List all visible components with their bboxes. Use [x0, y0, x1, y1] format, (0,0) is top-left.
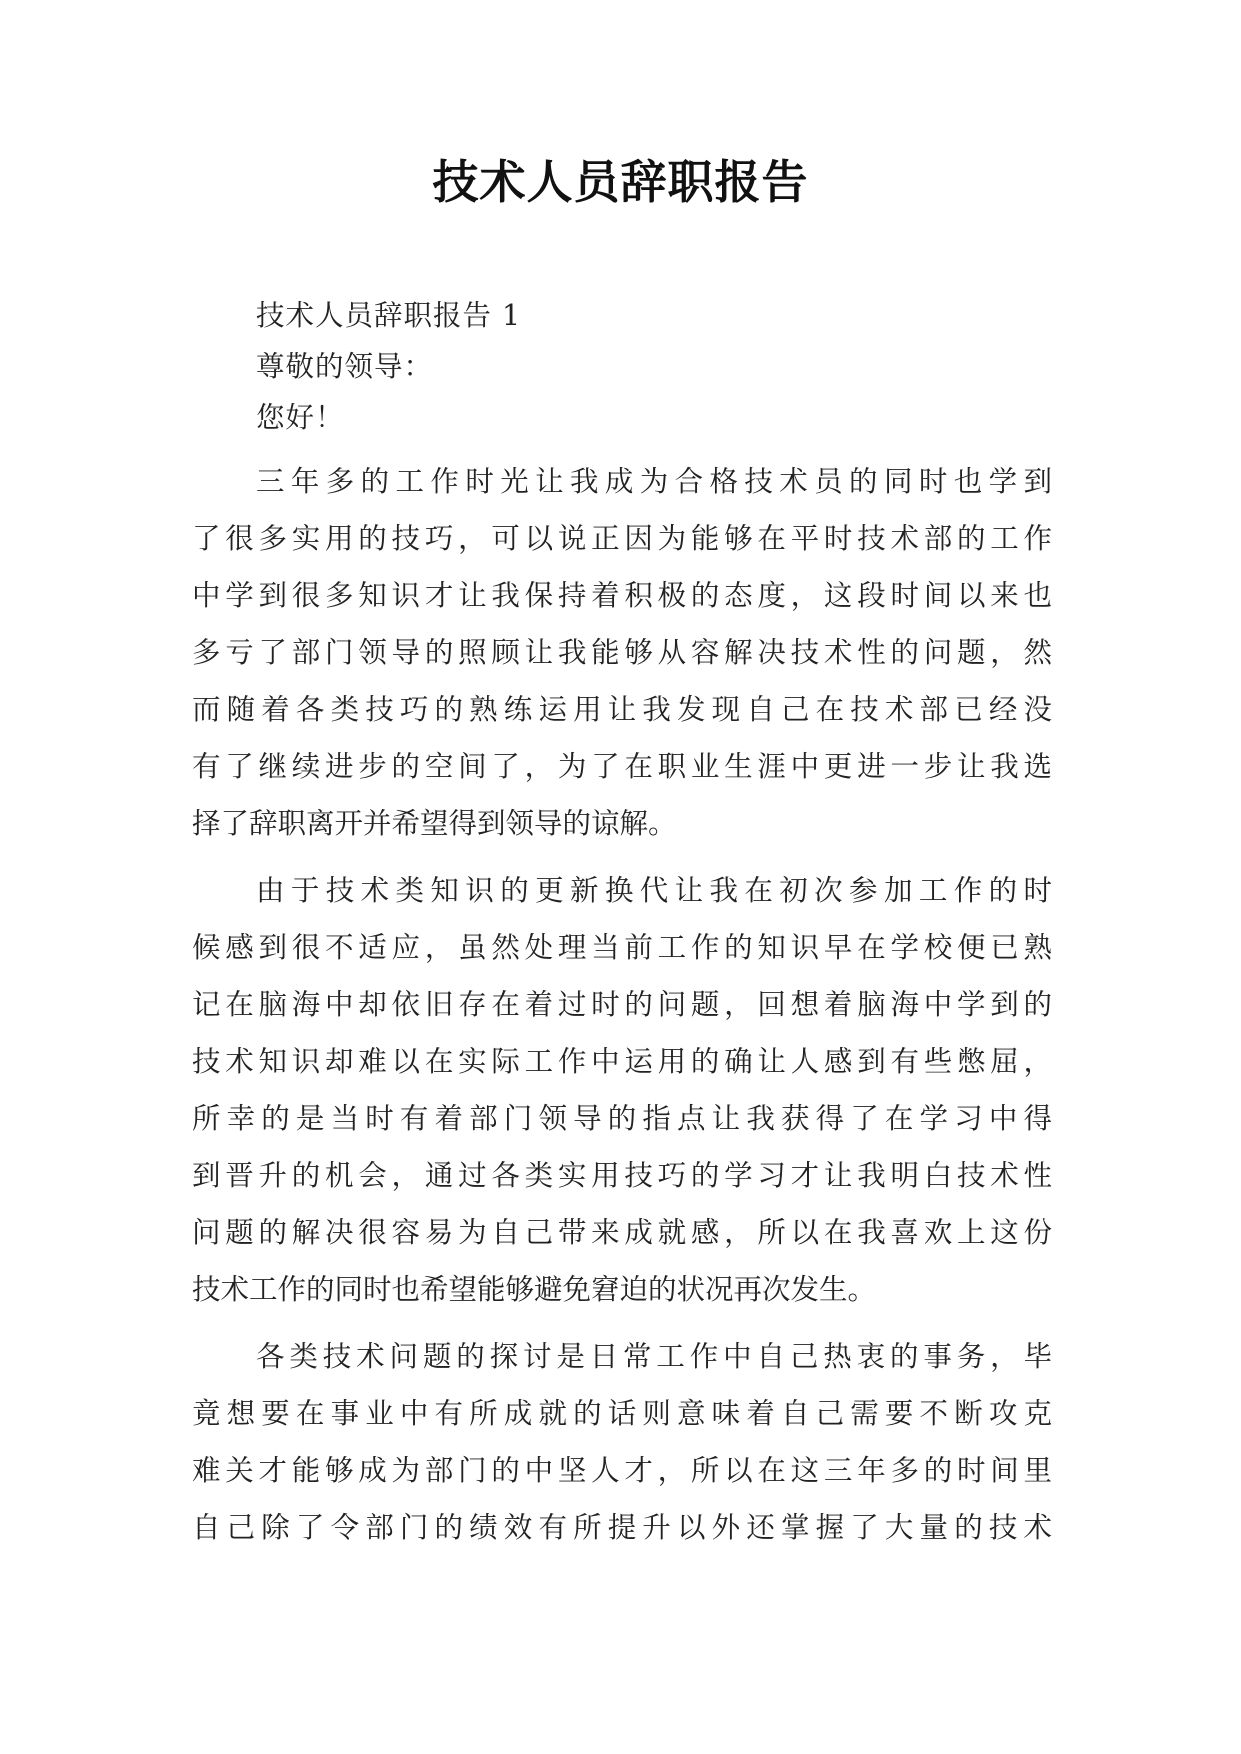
paragraph-line: 择了辞职离开并希望得到领导的谅解。 — [192, 807, 677, 840]
paragraph-line: 三年多的工作时光让我成为合格技术员的同时也学到 — [256, 465, 1052, 498]
paragraph-line: 由于技术类知识的更新换代让我在初次参加工作的时 — [256, 874, 1052, 907]
section-heading: 技术人员辞职报告 1 — [256, 299, 522, 332]
paragraph-line: 问题的解决很容易为自己带来成就感，所以在我喜欢上这份 — [192, 1216, 1052, 1249]
paragraph-line: 自己除了令部门的绩效有所提升以外还掌握了大量的技术 — [192, 1511, 1052, 1544]
paragraph-1 — [192, 443, 1052, 852]
paragraph-line: 技术知识却难以在实际工作中运用的确让人感到有些憋屈， — [192, 1045, 1052, 1078]
paragraph-line: 多亏了部门领导的照顾让我能够从容解决技术性的问题，然 — [192, 636, 1052, 669]
document-body — [192, 290, 1052, 1556]
paragraph-line: 各类技术问题的探讨是日常工作中自己热衷的事务，毕 — [256, 1340, 1052, 1373]
paragraph-2 — [192, 852, 1052, 1318]
paragraph-line: 竟想要在事业中有所成就的话则意味着自己需要不断攻克 — [192, 1397, 1052, 1430]
paragraph-line: 了很多实用的技巧，可以说正因为能够在平时技术部的工作 — [192, 522, 1052, 555]
paragraph-line: 技术工作的同时也希望能够避免窘迫的状况再次发生。 — [192, 1273, 877, 1306]
document-title: 技术人员辞职报告 — [432, 155, 809, 209]
paragraph-line: 难关才能够成为部门的中坚人才，所以在这三年多的时间里 — [192, 1454, 1052, 1487]
greeting: 您好！ — [256, 401, 345, 434]
paragraph-line: 而随着各类技巧的熟练运用让我发现自己在技术部已经没 — [192, 693, 1052, 726]
paragraph-line: 所幸的是当时有着部门领导的指点让我获得了在学习中得 — [192, 1102, 1052, 1135]
paragraph-line: 有了继续进步的空间了，为了在职业生涯中更进一步让我选 — [192, 750, 1052, 783]
paragraph-line: 到晋升的机会，通过各类实用技巧的学习才让我明白技术性 — [192, 1159, 1052, 1192]
paragraph-line: 候感到很不适应，虽然处理当前工作的知识早在学校便已熟 — [192, 931, 1052, 964]
paragraph-3 — [192, 1318, 1052, 1556]
paragraph-line: 中学到很多知识才让我保持着积极的态度，这段时间以来也 — [192, 579, 1052, 612]
salutation: 尊敬的领导： — [256, 350, 434, 383]
paragraph-line: 记在脑海中却依旧存在着过时的问题，回想着脑海中学到的 — [192, 988, 1052, 1021]
